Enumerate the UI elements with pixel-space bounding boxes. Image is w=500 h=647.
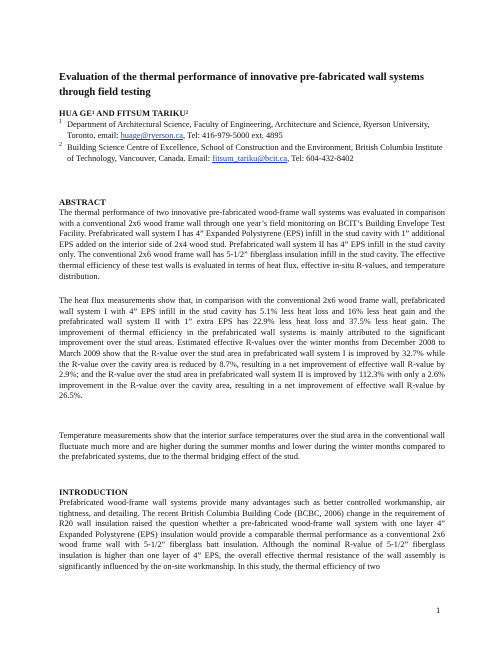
email-link[interactable]: fitsum_tariku@bcit.ca — [212, 154, 288, 164]
introduction-heading: INTRODUCTION — [59, 487, 128, 497]
affiliation-text — [59, 119, 444, 142]
affiliation-text-after: , Tel: 416-979-5000 ext. 4895 — [182, 131, 283, 141]
page-number: 1 — [436, 605, 441, 615]
affiliation-text-after: , Tel: 604-432-8402 — [287, 154, 354, 164]
abstract-paragraph: Temperature measurements show that the interior surface temperatures over the stud area in the conventional wall fluctuate much more and are higher during the summer months and lower during the winter months compared to the prefabricated systems, due to the thermal bridging effect of the stud. — [59, 431, 445, 462]
affiliation-text — [59, 142, 444, 165]
affiliation-1 — [59, 119, 444, 142]
affiliation-2 — [59, 142, 444, 165]
affiliation-text-before: Department of Architectural Science, Faculty of Engineering, Architecture and Science, Ryerson University, Toronto, email: — [67, 120, 430, 141]
abstract-paragraph: The heat flux measurements show that, in comparison with the conventional 2x6 wood frame wall, prefabricated wall system I with 4” EPS infill in the stud cavity has 5.1% less heat loss and 16% less heat gain and the prefabricated wall system II with 1” extra EPS has 22.9% less heat loss and 37.5% less heat gain. The improvement of thermal efficiency in the prefabricated wall systems is mainly attributed to the significant improvement over the stud areas. Estimated effective R-values over the winter months from December 2008 to March 2009 show that the R-value over the stud area in prefabricated wall system I is improved by 32.7% while the R-value over the cavity area is reduced by 8.7%, resulting in a net improvement of effective wall R-value by 2.9%; and the R-value over the stud area in prefabricated wall system II is improved by 112.3% with only a 2.6% improvement in the R-value over the cavity area, resulting in a net improvement of effective wall R-value by 26.5%. — [59, 296, 445, 401]
affiliation-marker: 1 — [59, 119, 62, 125]
email-link[interactable]: huage@ryerson.ca — [120, 131, 183, 141]
author-line: HUA GE¹ AND FITSUM TARIKU² — [59, 109, 189, 118]
paper-title: Evaluation of the thermal performance of innovative pre-fabricated wall systems through field testing — [59, 72, 424, 98]
introduction-paragraph: Prefabricated wood-frame wall systems provide many advantages such as better controlled workmanship, air tightness, and detailing. The recent British Columbia Building Code (BCBC, 2006) change in the requirement of R20 wall insulation raised the question whether a pre-fabricated wood-frame wall system with one layer 4” Expanded Polystyrene (EPS) insulation would provide a comparable thermal performance as a conventional 2x6 wood frame wall with 5-1/2” fiberglass batt insulation. Although the nominal R-value of 5-1/2” fiberglass insulation is higher than one layer of 4” EPS, the overall effective thermal resistance of the wall assembly is significantly influenced by the on-site workmanship. In this study, the thermal efficiency of two — [59, 498, 445, 571]
abstract-heading: ABSTRACT — [59, 197, 106, 207]
abstract-paragraph: The thermal performance of two innovative pre-fabricated wood-frame wall systems was evaluated in comparison with a conventional 2x6 wood frame wall through one year’s field monitoring on BCIT’s Building Envelope Test Facility. Prefabricated wall system I has 4” Expanded Polystyrene (EPS) infill in the stud cavity with 1” additional EPS added on the interior side of 2x4 wood stud. Prefabricated wall system II has 4” EPS infill in the stud cavity only. The conventional 2x6 wood frame wall has 5-1/2” fiberglass insulation infill in the stud cavity. The effective thermal efficiency of these test walls is evaluated in terms of heat flux, effective in-situ R-values, and temperature distribution. — [59, 208, 445, 281]
affiliation-text-before: Building Science Centre of Excellence, School of Construction and the Environment, British Columbia Institute of Technology, Vancouver, Canada. Email: — [67, 143, 443, 164]
affiliation-marker: 2 — [59, 142, 62, 148]
